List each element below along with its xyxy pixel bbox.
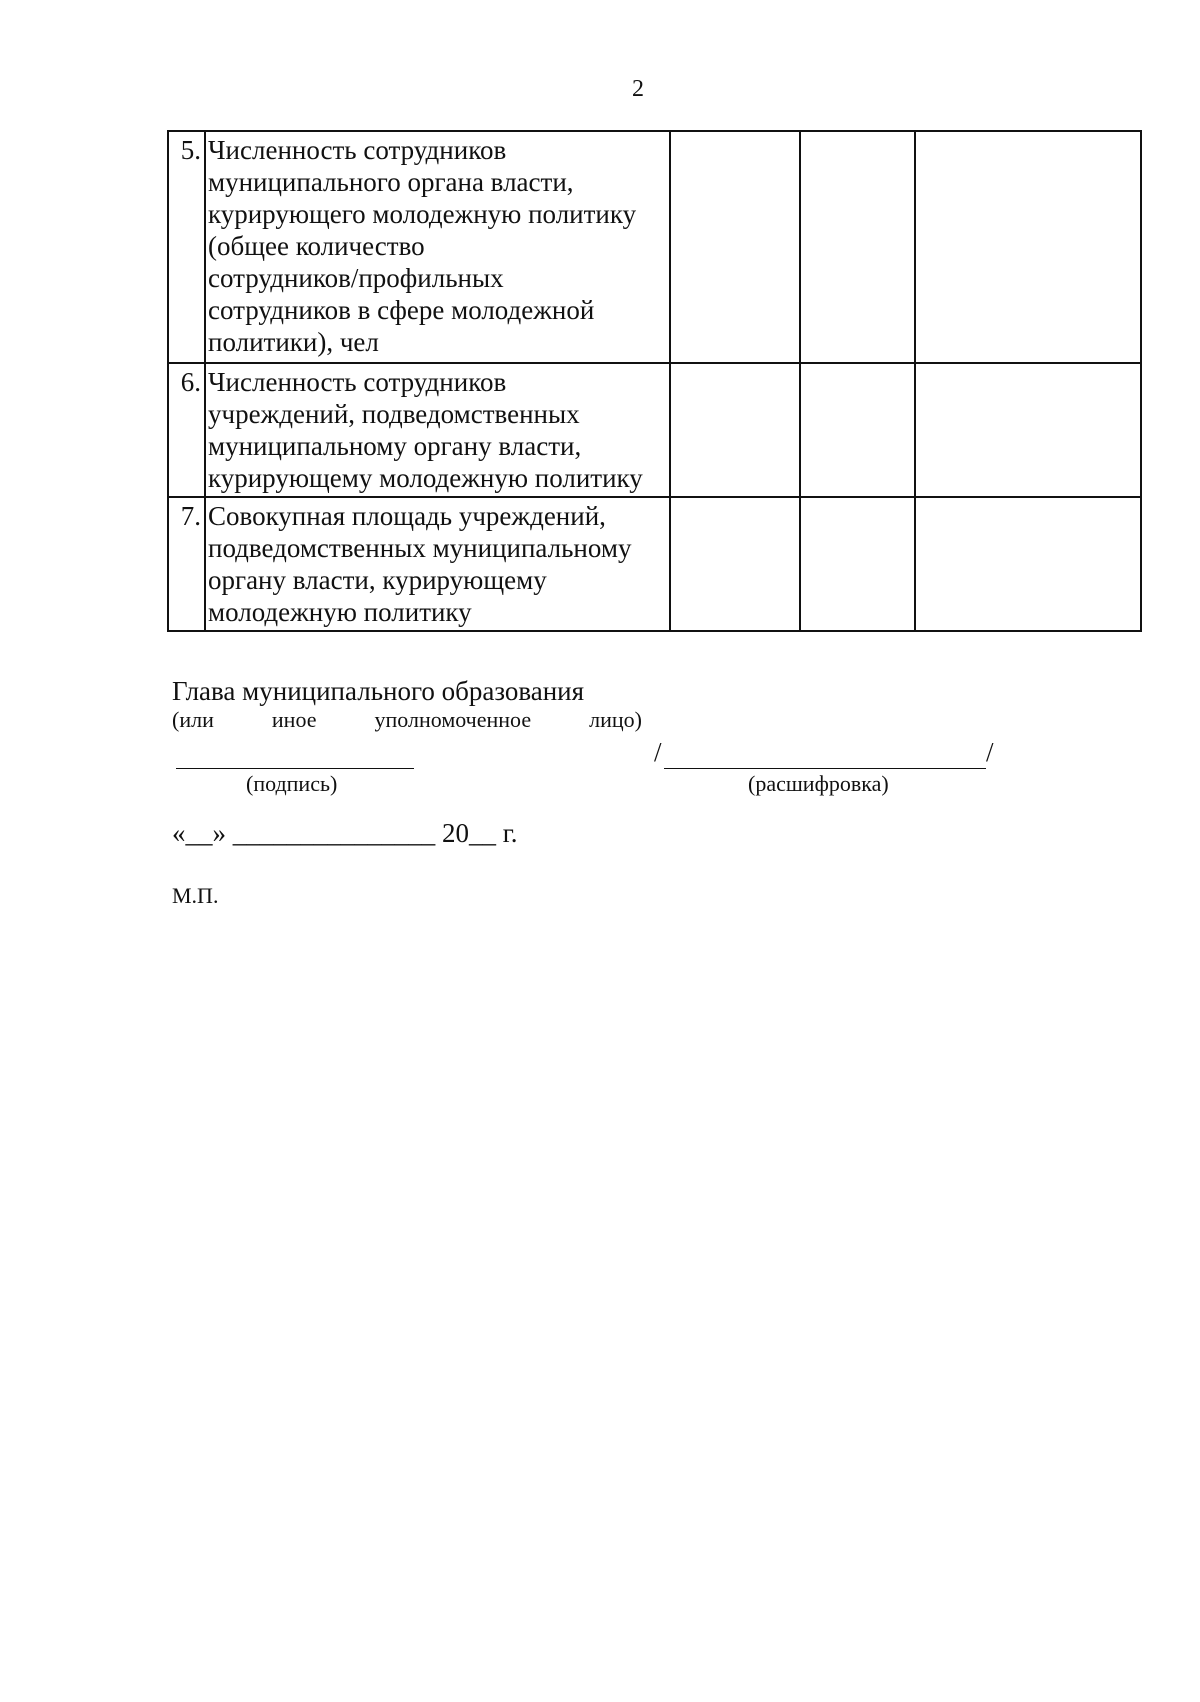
row-indicator-text: Численность сотрудников муниципального органа власти, курирующего молодежную политику (общее количество сотрудников/профильных сотрудников в сфере молодежной политики), чел <box>205 131 670 363</box>
row-number: 7. <box>168 497 205 631</box>
decoding-slash-left: / <box>654 737 662 767</box>
value-cell <box>670 363 800 497</box>
decoding-slash-right: / <box>986 737 994 767</box>
decoding-line <box>664 768 986 769</box>
subtitle-word: лицо) <box>589 707 642 732</box>
signatory-subtitle <box>172 707 642 733</box>
signature-line <box>176 768 414 769</box>
value-cell <box>670 131 800 363</box>
value-cell <box>915 497 1141 631</box>
row-number: 5. <box>168 131 205 363</box>
indicators-table <box>167 130 1142 632</box>
row-indicator-text: Численность сотрудников учреждений, подведомственных муниципальному органу власти, курирующему молодежную политику <box>205 363 670 497</box>
value-cell <box>800 363 915 497</box>
value-cell <box>800 497 915 631</box>
value-cell <box>915 131 1141 363</box>
date-line: «__» _______________ 20__ г. <box>172 818 518 848</box>
subtitle-word: (или <box>172 707 214 732</box>
page-number: 2 <box>632 76 644 102</box>
value-cell <box>800 131 915 363</box>
value-cell <box>915 363 1141 497</box>
row-number: 6. <box>168 363 205 497</box>
table-row <box>168 363 1141 497</box>
subtitle-word: иное <box>271 707 317 732</box>
value-cell <box>670 497 800 631</box>
table-row <box>168 131 1141 363</box>
signature-caption: (подпись) <box>246 771 338 796</box>
table-row <box>168 497 1141 631</box>
signatory-title: Глава муниципального образования <box>172 676 585 706</box>
stamp-placeholder: М.П. <box>172 883 219 908</box>
row-indicator-text: Совокупная площадь учреждений, подведомственных муниципальному органу власти, курирующему молодежную политику <box>205 497 670 631</box>
decoding-caption: (расшифровка) <box>748 771 889 796</box>
subtitle-word: уполномоченное <box>374 707 532 732</box>
